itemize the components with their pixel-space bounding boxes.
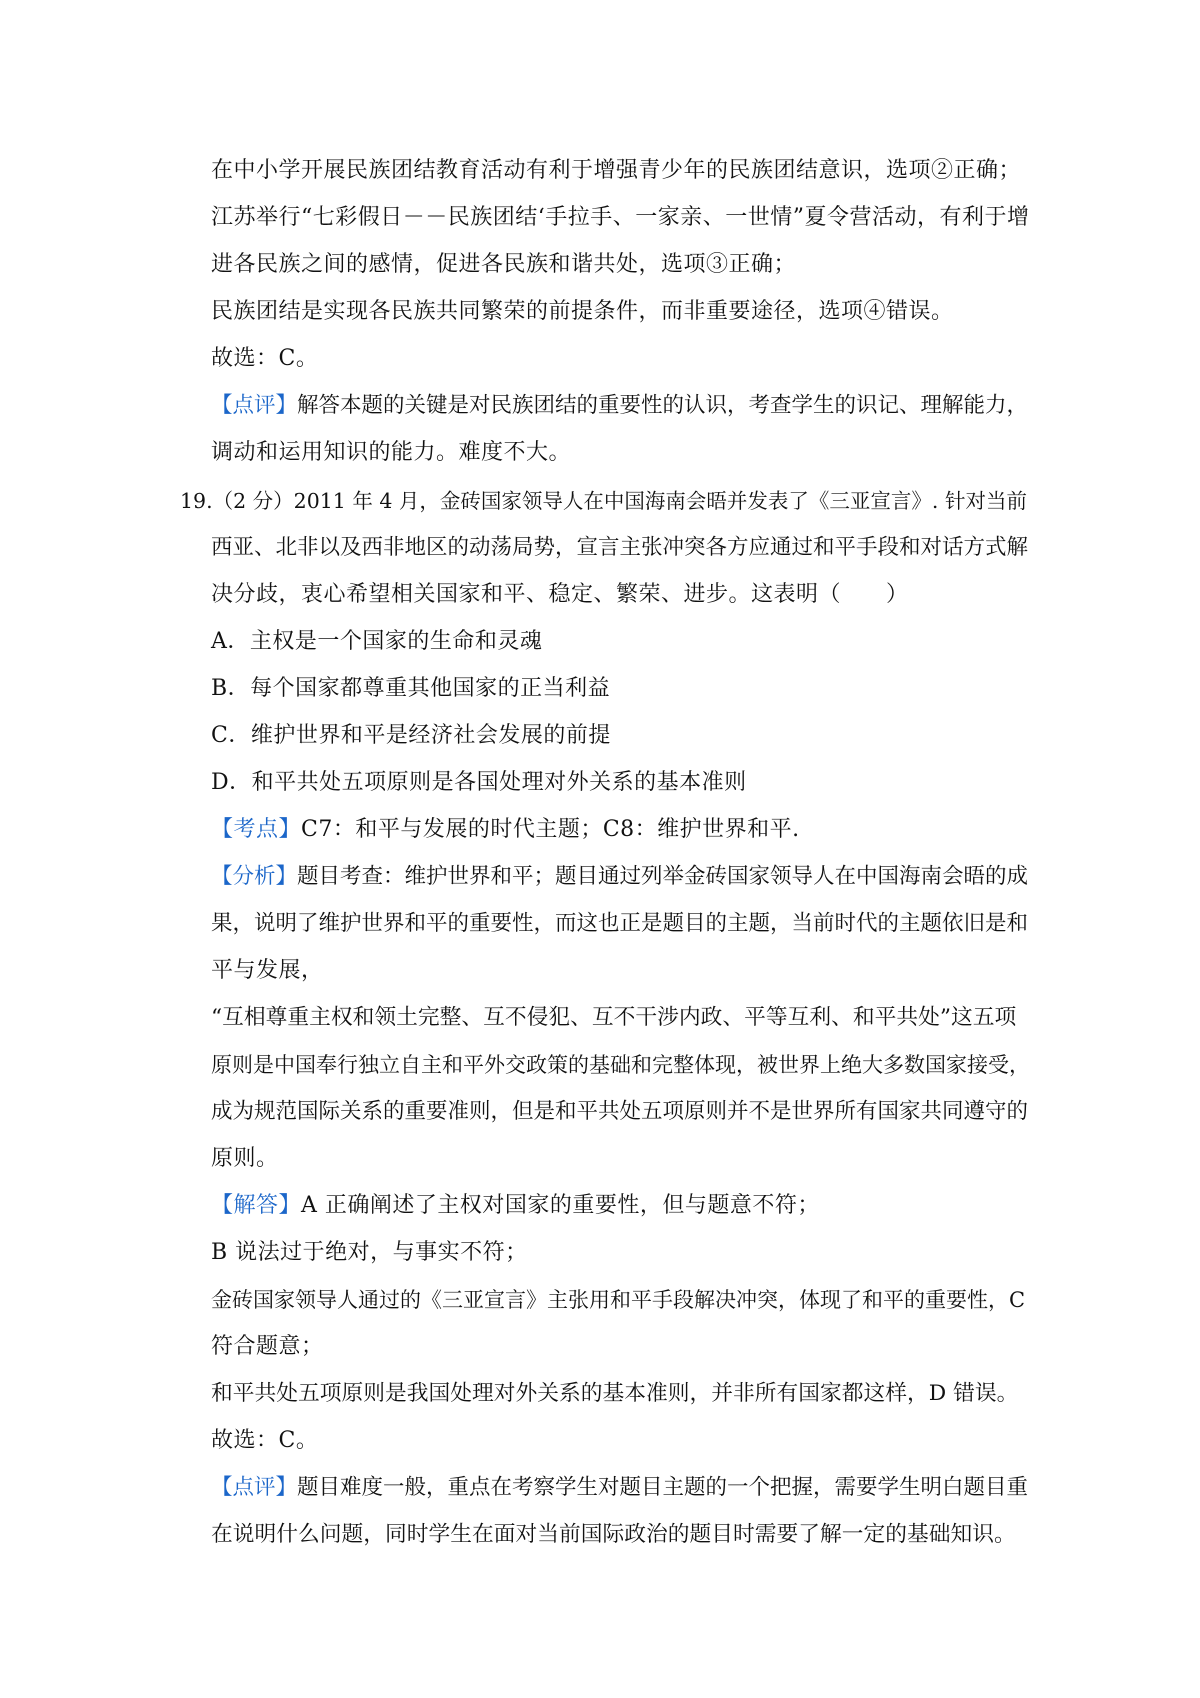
kaodian-text: C7：和平与发展的时代主题；C8：维护世界和平. (301, 817, 800, 842)
fenxi-line: 果，说明了维护世界和平的重要性，而这也正是题目的主题，当前时代的主题依旧是和 (211, 911, 1029, 936)
fenxi-line: “互相尊重主权和领土完整、互不侵犯、互不干涉内政、平等互利、和平共处”这五项 (211, 1005, 1017, 1030)
comment-text: 解答本题的关键是对民族团结的重要性的认识，考查学生的识记、理解能力， (297, 393, 1029, 418)
dianping-line (211, 1472, 1031, 1504)
jieda-line: 符合题意； (211, 1334, 324, 1359)
answer-line: 民族团结是实现各民族共同繁荣的前提条件，而非重要途径，选项④错误。 (211, 299, 954, 324)
kaodian-line (211, 814, 1031, 846)
question-stem-line (180, 485, 1031, 517)
jieda-tag: 【解答】 (211, 1193, 302, 1218)
jieda-line (211, 1190, 1031, 1222)
fenxi-line: 原则是中国奉行独立自主和平外交政策的基础和完整体现，被世界上绝大多数国家接受， (211, 1053, 1030, 1077)
question-number: 19. (180, 489, 213, 513)
kaodian-tag: 【考点】 (211, 817, 302, 842)
answer-line: 江苏举行“七彩假日－－民族团结‘手拉手、一家亲、一世情”夏令营活动，有利于增 (211, 205, 1030, 230)
jieda-line: 金砖国家领导人通过的《三亚宣言》主张用和平手段解决冲突，体现了和平的重要性，C (211, 1288, 1026, 1312)
jieda-text: A 正确阐述了主权对国家的重要性，但与题意不符； (301, 1193, 820, 1218)
fenxi-text: 题目考查：维护世界和平；题目通过列举金砖国家领导人在中国海南会晤的成 (297, 864, 1029, 889)
question-stem-text: （2 分）2011 年 4 月，金砖国家领导人在中国海南会晤并发表了《三亚宣言》. 针对当前 (212, 489, 1027, 513)
option-d: D．和平共处五项原则是各国处理对外关系的基本准则 (211, 770, 747, 795)
dianping-line: 在说明什么问题，同时学生在面对当前国际政治的题目时需要了解一定的基础知识。 (211, 1522, 1016, 1547)
answer-line: 进各民族之间的感情，促进各民族和谐共处，选项③正确； (211, 252, 797, 277)
comment-line (211, 390, 1031, 422)
answer-line: 故选：C。 (211, 346, 319, 371)
question-stem-line: 西亚、北非以及西非地区的动荡局势，宣言主张冲突各方应通过和平手段和对话方式解 (211, 535, 1029, 560)
jieda-line: 和平共处五项原则是我国处理对外关系的基本准则，并非所有国家都这样，D 错误。 (211, 1381, 1019, 1406)
answer-line: 在中小学开展民族团结教育活动有利于增强青少年的民族团结意识，选项②正确； (211, 158, 1022, 183)
fenxi-tag: 【分析】 (211, 864, 298, 889)
question-stem-line: 决分歧，衷心希望相关国家和平、稳定、繁荣、进步。这表明（ ） (211, 582, 909, 607)
dianping-text: 题目难度一般，重点在考察学生对题目主题的一个把握，需要学生明白题目重 (297, 1475, 1029, 1500)
fenxi-line: 成为规范国际关系的重要准则，但是和平共处五项原则并不是世界所有国家共同遵守的 (211, 1099, 1029, 1124)
comment-line: 调动和运用知识的能力。难度不大。 (211, 440, 572, 465)
jieda-line: 故选：C。 (211, 1428, 319, 1453)
option-c: C．维护世界和平是经济社会发展的前提 (211, 723, 611, 748)
fenxi-line: 原则。 (211, 1146, 279, 1171)
dianping-tag: 【点评】 (211, 1475, 298, 1500)
fenxi-line (211, 861, 1031, 893)
option-a: A．主权是一个国家的生命和灵魂 (211, 629, 543, 654)
option-b: B．每个国家都尊重其他国家的正当利益 (211, 676, 611, 701)
fenxi-line: 平与发展， (211, 958, 324, 983)
jieda-line: B 说法过于绝对，与事实不符； (211, 1240, 528, 1265)
comment-tag: 【点评】 (211, 393, 298, 418)
